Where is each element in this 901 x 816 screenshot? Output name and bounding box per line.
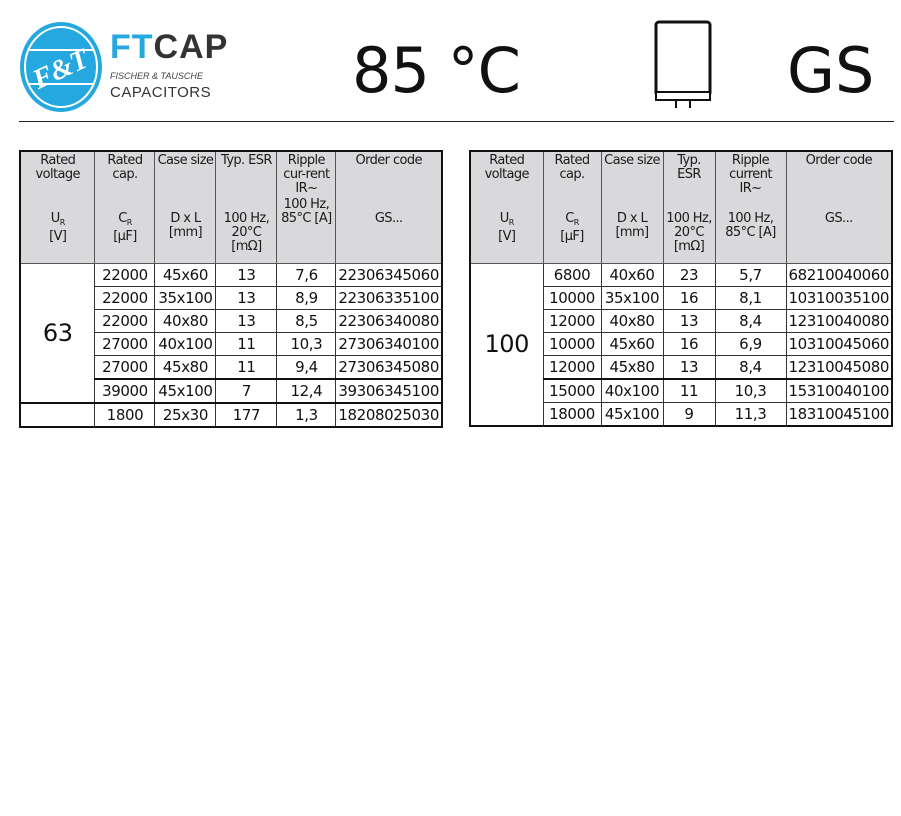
table-row	[20, 403, 442, 427]
order-code-cell: 22306345060	[336, 263, 442, 286]
size-cell: 45x80	[601, 355, 663, 379]
table-row	[470, 263, 892, 286]
order-code-cell: 18310045100	[786, 402, 892, 426]
cap-cell: 18000	[543, 402, 601, 426]
size-cell: 45x80	[155, 355, 216, 379]
header-order-code: Order code GS...	[786, 151, 892, 263]
ripple-cell: 10,3	[277, 332, 336, 355]
header-case-size: Case size D x L [mm]	[155, 151, 216, 263]
header-rated-voltage: Rated voltage $U_R$ [V]	[20, 151, 95, 263]
ripple-cell: 6,9	[715, 332, 786, 355]
temperature-rating: 85 °C	[352, 34, 520, 107]
brand-name: FTCAP	[110, 28, 229, 66]
order-code-cell: 12310045080	[786, 355, 892, 379]
size-cell: 40x100	[155, 332, 216, 355]
header-ripple-current: Ripple cur-rent IR~ 100 Hz, 85°C [A]	[277, 151, 336, 263]
brand-subtitle: FISCHER & TAUSCHE	[110, 71, 203, 81]
ripple-cell: 9,4	[277, 355, 336, 379]
voltage-cell: 63	[20, 263, 95, 403]
cap-cell: 15000	[543, 379, 601, 403]
esr-cell: 16	[663, 286, 715, 309]
size-cell: 40x80	[155, 309, 216, 332]
ripple-cell: 10,3	[715, 379, 786, 403]
ripple-cell: 7,6	[277, 263, 336, 286]
header-case-size: Case size D x L [mm]	[601, 151, 663, 263]
cap-cell: 27000	[95, 355, 155, 379]
order-code-cell: 15310040100	[786, 379, 892, 403]
header-typ-esr: Typ. ESR 100 Hz, 20°C [mΩ]	[216, 151, 277, 263]
esr-cell: 13	[663, 309, 715, 332]
header-order-code: Order code GS...	[336, 151, 442, 263]
order-code-cell: 39306345100	[336, 379, 442, 403]
cap-cell: 1800	[95, 403, 155, 427]
esr-cell: 9	[663, 402, 715, 426]
capacitor-icon	[650, 18, 716, 110]
cap-cell: 6800	[543, 263, 601, 286]
cap-cell: 22000	[95, 309, 155, 332]
order-code-cell: 22306335100	[336, 286, 442, 309]
order-code-cell: 10310045060	[786, 332, 892, 355]
esr-cell: 13	[216, 263, 277, 286]
order-code-cell: 27306345080	[336, 355, 442, 379]
size-cell: 45x100	[155, 379, 216, 403]
ripple-cell: 8,4	[715, 355, 786, 379]
header-divider	[19, 121, 894, 122]
esr-cell: 16	[663, 332, 715, 355]
order-code-cell: 18208025030	[336, 403, 442, 427]
logo-emblem-icon	[18, 20, 104, 114]
table-header-row	[20, 151, 442, 263]
order-code-cell: 10310035100	[786, 286, 892, 309]
size-cell: 35x100	[155, 286, 216, 309]
ripple-cell: 8,4	[715, 309, 786, 332]
size-cell: 45x60	[155, 263, 216, 286]
esr-cell: 23	[663, 263, 715, 286]
table-header-row	[470, 151, 892, 263]
cap-cell: 12000	[543, 355, 601, 379]
ripple-cell: 8,5	[277, 309, 336, 332]
spec-table-left	[19, 150, 443, 428]
brand-tagline: CAPACITORS	[110, 84, 212, 101]
size-cell: 25x30	[155, 403, 216, 427]
voltage-cell: 100	[470, 263, 543, 426]
header-rated-cap: Rated cap. $C_R$ [µF]	[95, 151, 155, 263]
header-rated-voltage: Rated voltage $U_R$ [V]	[470, 151, 543, 263]
svg-text:F&T: F&T	[28, 43, 94, 96]
esr-cell: 177	[216, 403, 277, 427]
esr-cell: 11	[216, 355, 277, 379]
ripple-cell: 1,3	[277, 403, 336, 427]
header-typ-esr: Typ. ESR 100 Hz, 20°C [mΩ]	[663, 151, 715, 263]
header-rated-cap: Rated cap. $C_R$ [µF]	[543, 151, 601, 263]
spec-table-right	[469, 150, 893, 427]
ripple-cell: 12,4	[277, 379, 336, 403]
cap-cell: 10000	[543, 286, 601, 309]
esr-cell: 13	[216, 309, 277, 332]
esr-cell: 11	[663, 379, 715, 403]
brand-logo	[18, 20, 229, 114]
cap-cell: 22000	[95, 263, 155, 286]
order-code-cell: 27306340100	[336, 332, 442, 355]
esr-cell: 13	[216, 286, 277, 309]
esr-cell: 13	[663, 355, 715, 379]
right-table-clip	[469, 150, 895, 431]
cap-cell: 22000	[95, 286, 155, 309]
size-cell: 40x60	[601, 263, 663, 286]
cap-cell: 39000	[95, 379, 155, 403]
size-cell: 40x100	[601, 379, 663, 403]
order-code-cell: 68210040060	[786, 263, 892, 286]
esr-cell: 7	[216, 379, 277, 403]
ripple-cell: 5,7	[715, 263, 786, 286]
cap-cell: 12000	[543, 309, 601, 332]
table-row	[20, 263, 442, 286]
size-cell: 40x80	[601, 309, 663, 332]
size-cell: 45x60	[601, 332, 663, 355]
ripple-cell: 11,3	[715, 402, 786, 426]
cap-cell: 27000	[95, 332, 155, 355]
order-code-cell: 12310040080	[786, 309, 892, 332]
ripple-cell: 8,1	[715, 286, 786, 309]
order-code-cell: 22306340080	[336, 309, 442, 332]
size-cell: 45x100	[601, 402, 663, 426]
series-name: GS	[787, 34, 875, 107]
left-table-clip	[19, 150, 443, 431]
header-ripple-current: Ripple current IR~ 100 Hz, 85°C [A]	[715, 151, 786, 263]
size-cell: 35x100	[601, 286, 663, 309]
voltage-cell	[20, 403, 95, 427]
ripple-cell: 8,9	[277, 286, 336, 309]
cap-cell: 10000	[543, 332, 601, 355]
esr-cell: 11	[216, 332, 277, 355]
